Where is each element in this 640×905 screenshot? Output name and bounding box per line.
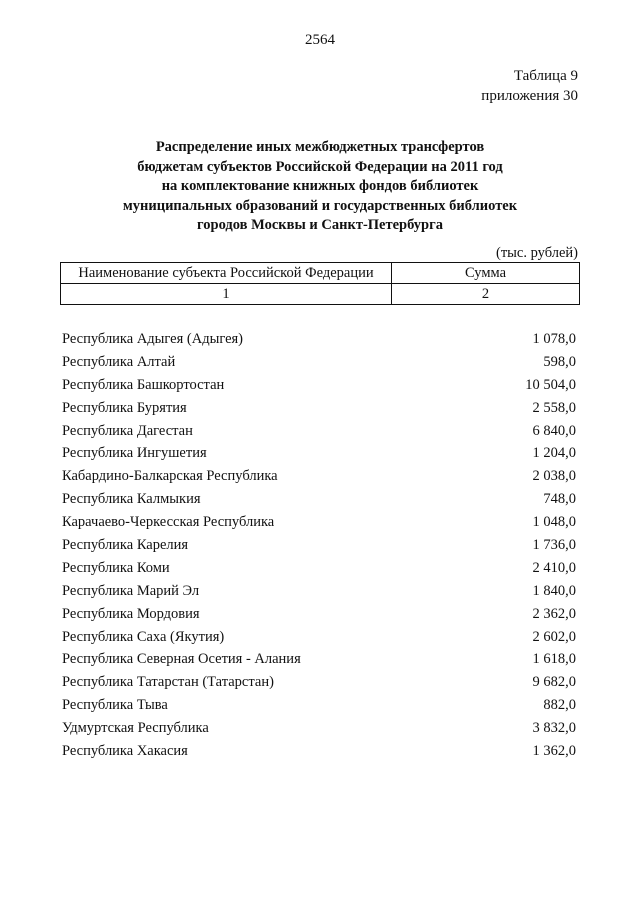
table-header-number-row bbox=[61, 284, 580, 305]
region-amount: 882,0 bbox=[543, 697, 576, 714]
table-header-row bbox=[61, 263, 580, 284]
title-line: муниципальных образований и государственных библиотек bbox=[122, 197, 518, 214]
region-name: Республика Карелия bbox=[62, 537, 189, 554]
region-name: Кабардино-Балкарская Республика bbox=[62, 468, 278, 485]
table-row bbox=[62, 400, 576, 423]
region-name: Республика Саха (Якутия) bbox=[62, 628, 225, 645]
region-name: Республика Адыгея (Адыгея) bbox=[62, 331, 244, 347]
table-row bbox=[62, 468, 576, 491]
table-row bbox=[62, 583, 576, 606]
table-row bbox=[62, 560, 576, 583]
region-name: Республика Бурятия bbox=[62, 399, 187, 416]
region-name: Республика Калмыкия bbox=[62, 491, 201, 508]
region-amount: 1 078,0 bbox=[532, 331, 576, 347]
region-amount: 2 602,0 bbox=[532, 628, 576, 645]
document-title bbox=[0, 138, 640, 236]
table-row bbox=[62, 377, 576, 400]
units-note: (тыс. рублей) bbox=[496, 245, 578, 261]
table-row bbox=[62, 674, 576, 697]
region-name: Республика Ингушетия bbox=[62, 445, 207, 462]
region-amount: 1 048,0 bbox=[532, 514, 576, 531]
table-row bbox=[62, 491, 576, 514]
region-amount: 10 504,0 bbox=[525, 376, 576, 393]
region-name: Республика Алтай bbox=[62, 353, 176, 370]
region-amount: 2 558,0 bbox=[532, 399, 576, 416]
title-line: бюджетам субъектов Российской Федерации на 2011 год bbox=[137, 158, 503, 175]
table-row bbox=[62, 743, 576, 766]
table-reference-line-1: Таблица 9 bbox=[513, 68, 578, 84]
table-row bbox=[62, 331, 576, 354]
region-name: Республика Марий Эл bbox=[62, 582, 200, 599]
region-amount: 1 840,0 bbox=[532, 582, 576, 599]
region-name: Республика Коми bbox=[62, 559, 170, 576]
region-amount: 1 618,0 bbox=[532, 651, 576, 668]
region-amount: 1 736,0 bbox=[532, 537, 576, 554]
column-header-sum: Сумма bbox=[392, 263, 580, 284]
column-number-1: 1 bbox=[61, 284, 392, 305]
title-line: Распределение иных межбюджетных трансфертов bbox=[155, 139, 485, 155]
table-body bbox=[62, 331, 576, 766]
region-amount: 2 362,0 bbox=[532, 605, 576, 622]
title-line: на комплектование книжных фондов библиотек bbox=[161, 178, 479, 194]
region-name: Республика Дагестан bbox=[62, 422, 193, 439]
region-amount: 9 682,0 bbox=[532, 674, 576, 691]
region-name: Республика Хакасия bbox=[62, 743, 188, 760]
table-row bbox=[62, 445, 576, 468]
region-name: Республика Татарстан (Татарстан) bbox=[62, 674, 274, 691]
title-line: городов Москвы и Санкт-Петербурга bbox=[197, 217, 443, 233]
region-amount: 1 204,0 bbox=[532, 445, 576, 462]
region-name: Республика Тыва bbox=[62, 697, 168, 714]
table-reference-line-2: приложения 30 bbox=[481, 88, 578, 104]
table-header bbox=[60, 262, 580, 305]
region-amount: 2 410,0 bbox=[532, 559, 576, 576]
region-name: Карачаево-Черкесская Республика bbox=[62, 514, 275, 531]
table-row bbox=[62, 354, 576, 377]
table-row bbox=[62, 606, 576, 629]
table-row bbox=[62, 697, 576, 720]
table-reference bbox=[481, 66, 578, 106]
region-amount: 2 038,0 bbox=[532, 468, 576, 485]
table-row bbox=[62, 537, 576, 560]
region-amount: 598,0 bbox=[543, 353, 576, 370]
region-name: Республика Северная Осетия - Алания bbox=[62, 651, 301, 668]
region-name: Удмуртская Республика bbox=[62, 720, 209, 737]
region-amount: 1 362,0 bbox=[532, 743, 576, 760]
region-amount: 3 832,0 bbox=[532, 720, 576, 737]
region-amount: 748,0 bbox=[543, 491, 576, 508]
table-row bbox=[62, 629, 576, 652]
column-number-2: 2 bbox=[392, 284, 580, 305]
table-row bbox=[62, 423, 576, 446]
table-row bbox=[62, 514, 576, 537]
region-name: Республика Башкортостан bbox=[62, 376, 225, 393]
region-amount: 6 840,0 bbox=[532, 422, 576, 439]
column-header-name: Наименование субъекта Российской Федерации bbox=[61, 263, 392, 284]
table-row bbox=[62, 720, 576, 743]
page-number: 2564 bbox=[305, 32, 335, 48]
region-name: Республика Мордовия bbox=[62, 605, 200, 622]
table-row bbox=[62, 651, 576, 674]
